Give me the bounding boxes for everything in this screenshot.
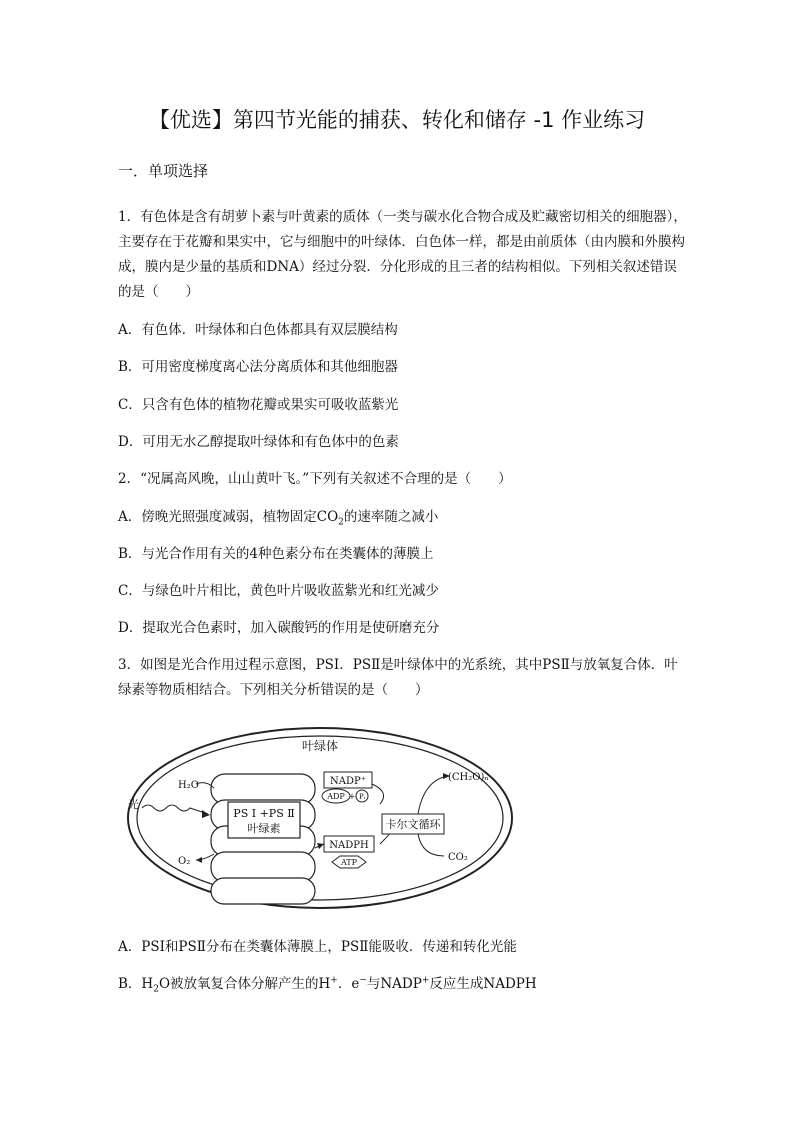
q2-stem: 2．“况属高风晚，山山黄叶飞。”下列有关叙述不合理的是（ ） [118,471,512,487]
co2-label: CO₂ [448,852,468,863]
ps-label-line2: 叶绿素 [247,822,281,835]
svg-text:+: + [348,792,356,801]
atp-label: ATP [340,858,358,867]
q3-option-a: A．PSI和PSⅡ分布在类囊体薄膜上，PSⅡ能吸收．传递和转化光能 [118,939,517,955]
ps-label-line1: PS Ⅰ +PS Ⅱ [233,807,295,820]
light-wave [142,805,208,814]
chloroplast-inner-membrane [137,736,503,900]
chloroplast-label: 叶绿体 [301,739,339,753]
o2-label: O₂ [178,856,191,867]
q1-option-b: B．可用密度梯度离心法分离质体和其他细胞器 [118,359,398,375]
q1-option-a: A．有色体．叶绿体和白色体都具有双层膜结构 [118,322,398,338]
q1-stem: 1．有色体是含有胡萝卜素与叶黄素的质体（一类与碳水化合物合成及贮藏密切相关的细胞器），主要存在于花瓣和果实中，它与细胞中的叶绿体．白色体一样，都是由前质体（由内膜和外膜构成，膜内是少量的基质和DNA）经过分裂．分化形成的且三者的结构相似。下列相关叙述错误的是（ ） [118,209,687,300]
q1-option-c: C．只含有色体的植物花瓣或果实可吸收蓝紫光 [118,397,399,413]
thylakoid-stack [211,774,315,904]
q2-option-b: B．与光合作用有关的4种色素分布在类囊体的薄膜上 [118,546,434,562]
q2-option-d: D．提取光合色素时，加入碳酸钙的作用是使研磨充分 [118,620,440,636]
ch2o-label: (CH₂O)ₙ [448,772,489,783]
page-title: 【优选】第四节光能的捕获、转化和储存 -1 作业练习 [148,108,646,132]
nadp-plus-label: NADP⁺ [330,776,366,787]
q2-option-a: A．傍晚光照强度减弱，植物固定$CO_2$的速率随之减小 [118,509,439,528]
h2o-label: H₂O [178,780,199,791]
q2-option-c: C．与绿色叶片相比，黄色叶片吸收蓝紫光和红光减少 [118,583,439,599]
calvin-cycle-label: 卡尔文循环 [385,818,441,831]
pi-label: Pᵢ [358,793,366,801]
q3-stem: 3．如图是光合作用过程示意图，PSI．PSⅡ是叶绿体中的光系统，其中PSⅡ与放氧复合体．叶绿素等物质相结合。下列相关分析错误的是（ ） [118,657,678,698]
chloroplast-outer-membrane [128,728,512,908]
adp-label: ADP [327,792,345,801]
q3-option-b: B．$H_2O$被放氧复合体分解产生的H+．e−与NADP+反应生成NADPH [118,975,537,995]
section-heading: 一．单项选择 [118,162,209,180]
nadph-label: NADPH [329,840,369,851]
light-label: 光 [128,798,139,811]
photosynthesis-diagram [118,722,538,912]
q1-option-d: D．可用无水乙醇提取叶绿体和有色体中的色素 [118,434,399,450]
